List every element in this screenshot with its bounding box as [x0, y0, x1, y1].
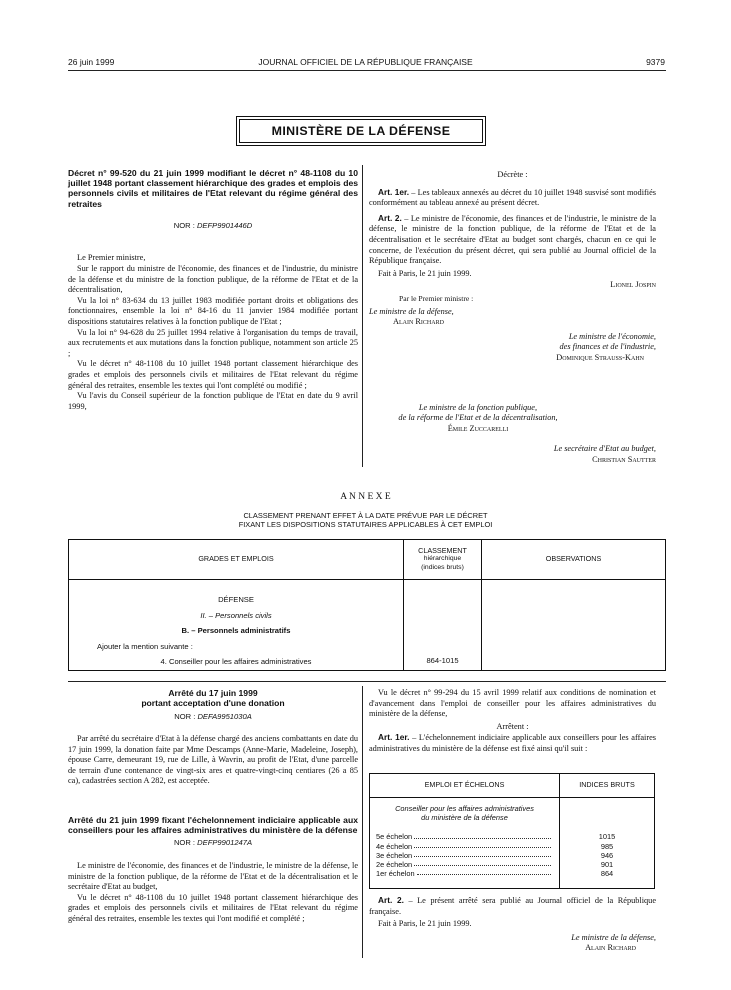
decree-article-1 — [369, 187, 656, 209]
header-emploi-echelons: EMPLOI ET ÉCHELONS — [370, 774, 560, 798]
grades-cell — [69, 580, 404, 671]
classement-cell — [404, 580, 482, 671]
decree-para-3: Vu la loi n° 94-628 du 25 juillet 1994 relative à l'organisation du temps de travail, aux recrutements et aux mutations dans la fonction publique, notamment son article 25 ; — [68, 327, 358, 358]
signature-strauss-kahn: Dominique Strauss-Kahn — [556, 352, 644, 362]
echelon-label: 3e échelon — [376, 850, 413, 860]
echelon-label: 2e échelon — [376, 860, 413, 870]
article-1-text: – Les tableaux annexés au décret du 10 juillet 1948 susvisé sont modifiés conformément au tableau annexé au présent décret. — [369, 187, 656, 208]
article-2-text: – Le présent arrêté sera publié au Journal officiel de la République française. — [369, 896, 656, 916]
arrete-donation-text: Par arrêté du secrétaire d'Etat à la défense chargé des anciens combattants en date du 17 juin 1999, la donation faite par Mme Descamps (Anne-Marie, Madeleine, Joseph), épouse Carre, demeurant 19, rue de Lille, à Wavrin, au profit de l'Etat, d'une parcelle de terrain d'une contenance de vingt-six ares et quatre-vingt-cinq centiares (26 a 85 ca), cadastrées section A 282, est acceptée. — [68, 734, 358, 786]
header-date: 26 juin 1999 — [68, 57, 115, 67]
minister-defense-role: Le ministre de la défense, — [369, 306, 454, 316]
echelons-table — [369, 773, 655, 889]
leader-dots — [417, 874, 551, 875]
article-1-text: – L'échelonnement indiciaire applicable aux conseillers pour les affaires administratives du ministère de la défense est fixé ainsi qu'il suit : — [369, 733, 656, 753]
signature-name: Alain Richard — [585, 943, 636, 953]
decree-para-1: Sur le rapport du ministre de l'économie, des finances et de l'industrie, du ministre de la défense et du ministre de la fonction publique, de la réforme de l'Etat et de la décentralisation, — [68, 264, 358, 295]
indice-value: 901 — [600, 860, 614, 869]
decree-para-4: Vu le décret n° 48-1108 du 10 juillet 1948 portant classement hiérarchique des grades et emplois des personnels civils et militaires de l'Etat relevant du régime général des retraites, ensemble les textes qui l'ont complété ou modifié ; — [68, 359, 358, 390]
signature-sautter: Christian Sautter — [592, 455, 656, 464]
par-premier-ministre: Par le Premier ministre : — [399, 293, 474, 303]
signature-jospin: Lionel Jospin — [610, 280, 656, 290]
annexe-subtitle-2: FIXANT LES DISPOSITIONS STATUTAIRES APPLICABLES À CET EMPLOI — [238, 520, 493, 529]
signature-role: Le ministre de la défense, — [571, 932, 656, 942]
echelon-row-2 — [376, 860, 553, 869]
indice-value: 864 — [600, 869, 614, 879]
header-page-number: 9379 — [646, 57, 665, 67]
echelon-row-4 — [376, 842, 553, 851]
row-conseiller-indices: 864-1015 — [426, 655, 459, 665]
annexe-subtitle-1: CLASSEMENT PRENANT EFFET À LA DATE PRÉVUE PAR LE DÉCRET — [243, 511, 488, 520]
header-classement-line-2: hiérarchique — [423, 555, 462, 563]
header-classement-line-3: (indices bruts) — [421, 563, 464, 571]
row-personnels-civils: II. – Personnels civils — [200, 610, 272, 620]
arrete-echelonnement-para-3: Vu le décret n° 99-294 du 15 avril 1999 relatif aux conditions de nomination et d'avancement dans l'emploi de conseiller pour les affaires administratives du ministère de la défense, — [369, 688, 656, 719]
premier-ministre-line: Le Premier ministre, — [77, 253, 146, 263]
minister-fp-role-1: Le ministre de la fonction publique, — [418, 403, 538, 412]
row-ajouter-mention: Ajouter la mention suivante : — [97, 641, 193, 651]
annexe-table-header — [69, 540, 666, 580]
row-personnels-administratifs: B. – Personnels administratifs — [181, 626, 291, 635]
indice-value: 1015 — [598, 832, 616, 842]
decree-para-5: Vu l'avis du Conseil supérieur de la fonction publique de l'Etat en date du 9 avril 1999, — [68, 391, 358, 411]
arrete-donation-title-2: portant acceptation d'une donation — [141, 698, 285, 709]
decree-left-column — [68, 168, 358, 412]
header-classement — [404, 540, 482, 580]
column-divider-bottom — [362, 686, 363, 958]
secretary-budget-role: Le secrétaire d'Etat au budget, — [553, 444, 656, 453]
arrete-echelonnement-block — [68, 815, 358, 925]
decree-article-2 — [369, 213, 656, 267]
echelon-label: 5e échelon — [376, 832, 413, 842]
header-grades-emplois: GRADES ET EMPLOIS — [69, 540, 404, 580]
header-journal-title: JOURNAL OFFICIEL DE LA RÉPUBLIQUE FRANÇAISE — [258, 57, 473, 67]
nor-label: NOR : — [174, 712, 196, 722]
indices-cell — [560, 798, 655, 889]
echelon-row-5 — [376, 832, 553, 841]
decree-right-column — [369, 170, 656, 364]
signature-zuccarelli: Émile Zuccarelli — [447, 424, 509, 433]
lower-section-rule — [68, 681, 666, 682]
indices-spacer — [560, 804, 654, 832]
nor-code: DEFP9901446D — [196, 220, 253, 230]
nor-code: DEFP9901247A — [197, 838, 253, 848]
minister-economy-role-1: Le ministre de l'économie, — [568, 331, 656, 341]
row-defense: DÉFENSE — [218, 595, 254, 604]
indice-value: 946 — [600, 850, 614, 860]
arrete-echelonnement-article-2 — [369, 895, 656, 917]
arretent-line: Arrêtent : — [496, 721, 529, 731]
arrete-echelonnement-article-1 — [369, 732, 656, 754]
table-heading-1: Conseiller pour les affaires administratives — [395, 804, 534, 813]
minister-fp-role-2: de la réforme de l'Etat et de la décentralisation, — [398, 413, 558, 422]
fait-a-paris: Fait à Paris, le 21 juin 1999. — [378, 268, 472, 278]
nor-label: NOR : — [173, 220, 195, 230]
nor-code: DEFA9951030A — [197, 712, 252, 722]
echelons-table-header — [370, 774, 655, 798]
echelons-label-cell — [370, 798, 560, 889]
annexe-table — [68, 539, 666, 671]
arrete-echelonnement-nor — [68, 838, 358, 849]
arrete-echelonnement-para-1: Le ministre de l'économie, des finances et de l'industrie, le ministre de la défense, le ministre de la fonction publique, de la réforme de l'Etat et de la décentralisation et le secrétaire d'Etat au budget, — [68, 861, 358, 892]
fait-a-paris: Fait à Paris, le 21 juin 1999. — [378, 919, 472, 929]
row-conseiller: 4. Conseiller pour les affaires administratives — [160, 657, 312, 666]
echelon-row-1 — [376, 869, 553, 878]
observations-cell — [482, 580, 666, 671]
echelon-label: 1er échelon — [376, 869, 415, 879]
ministry-title-box: MINISTÈRE DE LA DÉFENSE — [239, 119, 483, 143]
echelons-table-body — [370, 798, 655, 889]
nor-label: NOR : — [173, 838, 196, 848]
annexe-title: A N N E X E — [340, 492, 391, 502]
leader-dots — [414, 865, 551, 866]
arrete-donation-block — [68, 688, 358, 787]
article-1-label: Art. 1er. — [378, 186, 410, 197]
echelon-row-3 — [376, 851, 553, 860]
minister-economy-role-2: des finances et de l'industrie, — [559, 342, 656, 352]
header-rule — [68, 70, 666, 71]
table-heading-2: du ministère de la défense — [421, 813, 508, 823]
decree-para-2: Vu la loi n° 83-634 du 13 juillet 1983 modifiée portant droits et obligations des fonctionnaires, ensemble la loi n° 84-16 du 11 janvier 1984 modifiée portant dispositions statutaires relatives à la fonction publique de l'Etat ; — [68, 295, 358, 326]
signature-richard: Alain Richard — [393, 317, 444, 327]
article-2-label: Art. 2. — [378, 895, 404, 905]
leader-dots — [414, 838, 551, 839]
echelon-label: 4e échelon — [376, 841, 413, 851]
arrete-echelonnement-closing — [369, 895, 656, 954]
article-2-label: Art. 2. — [378, 212, 402, 223]
article-2-text: – Le ministre de l'économie, des finances et de l'industrie, le ministre de la défense, le ministre de la fonction publique, de la réforme de l'Etat et de la décentralisation et le secrétaire d'Etat au budget sont chargés, chacun en ce qui le concerne, de l'exécution du présent décret, qui sera publié au Journal officiel de la République française. — [369, 213, 657, 266]
header-observations: OBSERVATIONS — [482, 540, 666, 580]
arrete-echelonnement-title: Arrêté du 21 juin 1999 fixant l'échelonnement indiciaire applicable aux conseillers pour les affaires administratives du ministère de la défense — [68, 815, 358, 836]
article-1-label: Art. 1er. — [378, 732, 410, 743]
arrete-donation-title-1: Arrêté du 17 juin 1999 — [168, 688, 258, 698]
arrete-echelonnement-para-2: Vu le décret n° 48-1108 du 10 juillet 1948 portant classement hiérarchique des grades et emplois des personnels civils et militaires de l'Etat relevant du régime général des retraites, ensemble les textes qui l'ont modifié et complété ; — [68, 892, 358, 923]
leader-dots — [414, 856, 551, 857]
arrete-donation-nor — [68, 712, 358, 723]
decree-title: Décret n° 99-520 du 21 juin 1999 modifiant le décret n° 48-1108 du 10 juillet 1948 portant classement hiérarchique des grades et emplois des personnels civils et militaires de l'Etat relevant du régime général des retraites — [68, 168, 358, 209]
leader-dots — [414, 847, 551, 848]
indice-value: 985 — [600, 841, 614, 851]
header-indices-bruts: INDICES BRUTS — [560, 774, 655, 798]
header-classement-line-1: CLASSEMENT — [418, 546, 467, 556]
annexe-table-body — [69, 580, 666, 671]
decrete-line: Décrète : — [497, 170, 528, 179]
arrete-echelonnement-right-column — [369, 688, 656, 755]
decree-nor — [68, 221, 358, 232]
